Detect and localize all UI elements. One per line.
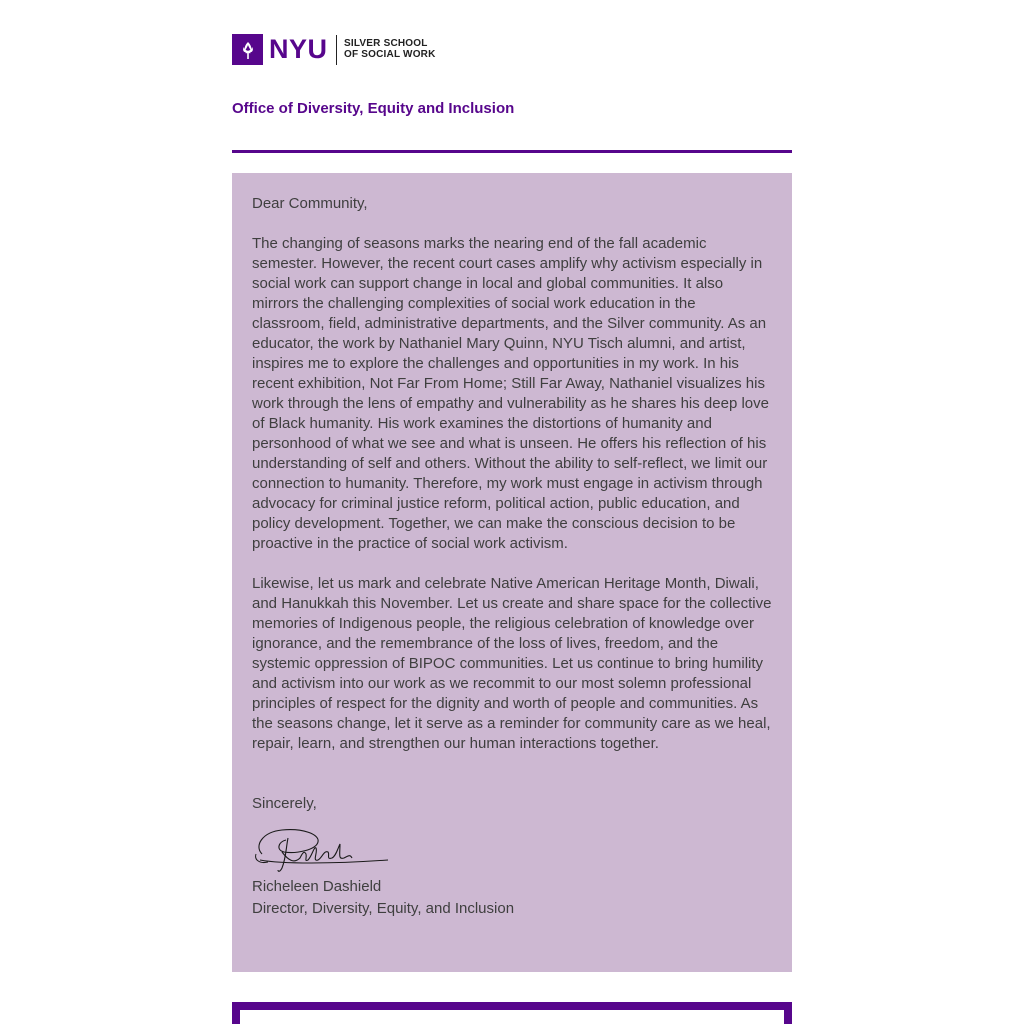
signer-title: Director, Diversity, Equity, and Inclusion (252, 900, 515, 917)
nyu-wordmark: NYU (269, 34, 328, 64)
footer-section (232, 1002, 792, 1024)
school-name-line2: OF SOCIAL WORK (344, 48, 436, 60)
signer-name: Richeleen Dashield (252, 878, 382, 895)
school-name (344, 39, 436, 60)
letter-signoff: Sincerely, (252, 795, 317, 812)
nyu-silver-logo[interactable] (232, 34, 792, 65)
footer-inner-panel (240, 1010, 784, 1024)
logo-divider (336, 35, 338, 65)
letter-greeting: Dear Community, (252, 195, 368, 212)
nyu-torch-icon (232, 34, 263, 65)
letter-panel (232, 173, 792, 972)
header-divider (232, 150, 792, 153)
letter-paragraph-2: Likewise, let us mark and celebrate Native American Heritage Month, Diwali, and Hanukkah this November. Let us create and share space for the collective memories of Indigenous people, the religious celebration of knowledge over ignorance, and the remembrance of the loss of lives, freedom, and the systemic oppression of BIPOC communities. Let us continue to bring humility and activism into our work as we recommit to our most solemn professional principles of respect for the dignity and worth of people and communities. As the seasons change, let it serve as a reminder for community care as we heal, repair, learn, and strengthen our human interactions together. (252, 575, 772, 752)
letter-paragraph-1: The changing of seasons marks the nearing end of the fall academic semester. However, the recent court cases amplify why activism especially in social work can support change in local and global communities. It also mirrors the challenging complexities of social work education in the classroom, field, administrative departments, and the Silver community. As an educator, the work by Nathaniel Mary Quinn, NYU Tisch alumni, and artist, inspires me to explore the challenges and opportunities in my work. In his recent exhibition, Not Far From Home; Still Far Away, Nathaniel visualizes his work through the lens of empathy and vulnerability as he shares his deep love of Black humanity. His work examines the distortions of humanity and personhood of what we see and what is unseen. He offers his reflection of his understanding of self and others. Without the ability to self-reflect, we limit our connection to humanity. Therefore, my work must engage in activism through advocacy for criminal justice reform, political action, public education, and policy development. Together, we can make the conscious decision to be proactive in the practice of social work activism. (252, 235, 769, 552)
school-name-line1: SILVER SCHOOL (344, 38, 428, 49)
email-header (232, 34, 792, 65)
office-title: Office of Diversity, Equity and Inclusion (232, 100, 515, 117)
handwritten-signature (252, 824, 392, 876)
